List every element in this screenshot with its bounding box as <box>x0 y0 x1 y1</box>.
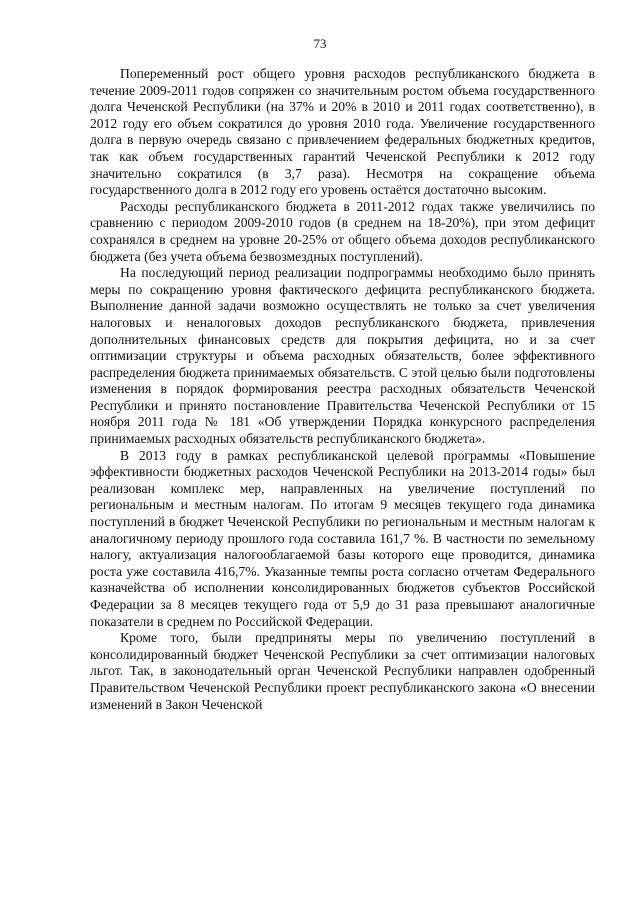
document-body <box>90 66 595 713</box>
page-number: 73 <box>313 36 327 51</box>
paragraph-public-debt: Попеременный рост общего уровня расходов республиканского бюджета в течение 2009-2011 годов сопряжен со значительным ростом объема государственного долга Чеченской Республики (на 37% и 20% в 2010 и 2011 годах соответственно), в 2012 году его объем сократился до уровня 2010 года. Увеличение государственного долга в первую очередь связано с привлечением федеральных бюджетных кредитов, так как объем государственных гарантий Чеченской Республики к 2012 году значительно сократился (в 3,7 раза). Несмотря на сокращение объема государственного долга в 2012 году его уровень остаётся достаточно высоким. <box>90 66 595 198</box>
paragraph-tax-revenues-2013: В 2013 году в рамках республиканской целевой программы «Повышение эффективности бюджетных расходов Чеченской Республики на 2013-2014 годы» был реализован комплекс мер, направленных на увеличение поступлений по региональным и местным налогам. По итогам 9 месяцев текущего года динамика поступлений в бюджет Чеченской Республики по региональным и местным налогам к аналогичному периоду прошлого года составила 161,7 %. В частности по земельному налогу, актуализация налогооблагаемой базы которого еще проводится, динамика роста уже составила 416,7%. Указанные темпы роста согласно отчетам Федерального казначейства об исполнении консолидированных бюджетов субъектов Российской Федерации за 8 месяцев текущего года от 5,9 до 31 раза превышают аналогичные показатели в среднем по Российской Федерации. <box>90 447 595 629</box>
paragraph-deficit-measures: На последующий период реализации подпрограммы необходимо было принять меры по сокращению уровня фактического дефицита республиканского бюджета. Выполнение данной задачи возможно осуществлять не только за счет увеличения налоговых и неналоговых доходов республиканского бюджета, привлечения дополнительных финансовых средств для покрытия дефицита, но и за счет оптимизации структуры и объема расходных обязательств, более эффективного распределения бюджета принимаемых обязательств. С этой целью были подготовлены изменения в порядок формирования реестра расходных обязательств Чеченской Республики и принято постановление Правительства Чеченской Республики от 15 ноября 2011 года № 181 «Об утверждении Порядка конкурсного распределения принимаемых расходных обязательств республиканского бюджета». <box>90 265 595 447</box>
paragraph-budget-expenses: Расходы республиканского бюджета в 2011-2012 годах также увеличились по сравнению с периодом 2009-2010 годов (в среднем на 18-20%), при этом дефицит сохранялся в среднем на уровне 20-25% от общего объема доходов республиканского бюджета (без учета объема безвозмездных поступлений). <box>90 198 595 264</box>
paragraph-tax-benefits: Кроме того, были предприняты меры по увеличению поступлений в консолидированный бюджет Чеченской Республики за счет оптимизации налоговых льгот. Так, в законодательный орган Чеченской Республики направлен одобренный Правительством Чеченской Республики проект республиканского закона «О внесении изменений в Закон Чеченской <box>90 630 595 712</box>
